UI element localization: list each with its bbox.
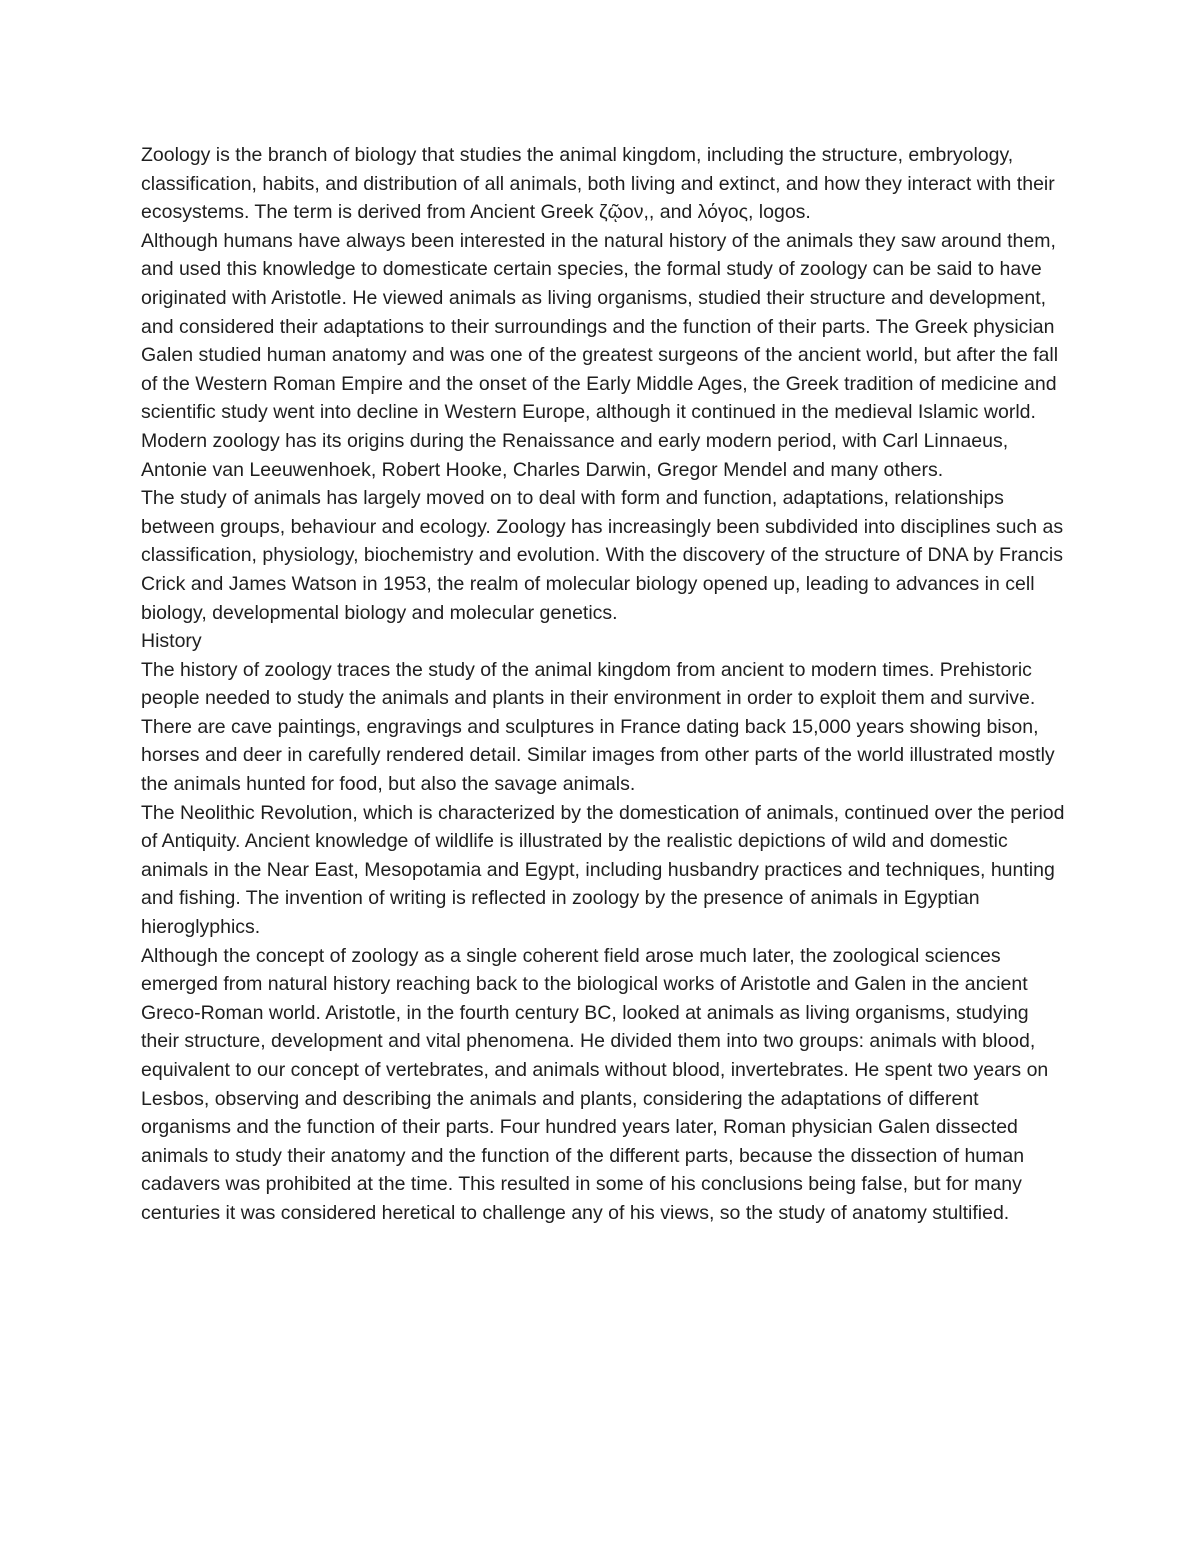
paragraph-history-neolithic: The Neolithic Revolution, which is characterized by the domestication of animals, continued over the period of Antiquity. Ancient knowledge of wildlife is illustrated by the realistic depictions of wild and domestic animals in the Near East, Mesopotamia and Egypt, including husbandry practices and techniques, hunting and fishing. The invention of writing is reflected in zoology by the presence of animals in Egyptian hieroglyphics. (141, 801, 1065, 939)
paragraph-intro: Zoology is the branch of biology that studies the animal kingdom, including the structure, embryology, classification, habits, and distribution of all animals, both living and extinct, and how they interact with their ecosystems. The term is derived from Ancient Greek ζῷον,, and λόγος, logos. (141, 144, 1055, 224)
section-heading-history: History (141, 630, 202, 653)
paragraph-history-greco-roman: Although the concept of zoology as a single coherent field arose much later, the zoological sciences emerged from natural history reaching back to the biological works of Aristotle and Galen in the ancient Greco-Roman world. Aristotle, in the fourth century BC, looked at animals as living organisms, studying their structure, development and vital phenomena. He divided them into two groups: animals with blood, equivalent to our concept of vertebrates, and animals without blood, invertebrates. He spent two years on Lesbos, observing and describing the animals and plants, considering the adaptations of different organisms and the function of their parts. Four hundred years later, Roman physician Galen dissected animals to study their anatomy and the function of the different parts, because the dissection of human cadavers was prohibited at the time. This resulted in some of his conclusions being false, but for many centuries it was considered heretical to challenge any of his views, so the study of anatomy stultified. (141, 944, 1049, 1224)
paragraph-history-prehistoric: The history of zoology traces the study of the animal kingdom from ancient to modern times. Prehistoric people needed to study the animals and plants in their environment in order to exploit them and survive. There are cave paintings, engravings and sculptures in France dating back 15,000 years showing bison, horses and deer in carefully rendered detail. Similar images from other parts of the world illustrated mostly the animals hunted for food, but also the savage animals. (141, 658, 1055, 796)
paragraph-modern-study: The study of animals has largely moved on to deal with form and function, adaptations, relationships between groups, behaviour and ecology. Zoology has increasingly been subdivided into disciplines such as classification, physiology, biochemistry and evolution. With the discovery of the structure of DNA by Francis Crick and James Watson in 1953, the realm of molecular biology opened up, leading to advances in cell biology, developmental biology and molecular genetics. (141, 487, 1064, 624)
paragraph-origins: Although humans have always been interested in the natural history of the animals they saw around them, and used this knowledge to domesticate certain species, the formal study of zoology can be said to have originated with Aristotle. He viewed animals as living organisms, studied their structure and development, and considered their adaptations to their surroundings and the function of their parts. The Greek physician Galen studied human anatomy and was one of the greatest surgeons of the ancient world, but after the fall of the Western Roman Empire and the onset of the Early Middle Ages, the Greek tradition of medicine and scientific study went into decline in Western Europe, although it continued in the medieval Islamic world. Modern zoology has its origins during the Renaissance and early modern period, with Carl Linnaeus, Antonie van Leeuwenhoek, Robert Hooke, Charles Darwin, Gregor Mendel and many others. (141, 229, 1059, 481)
document-body (141, 141, 1066, 1228)
